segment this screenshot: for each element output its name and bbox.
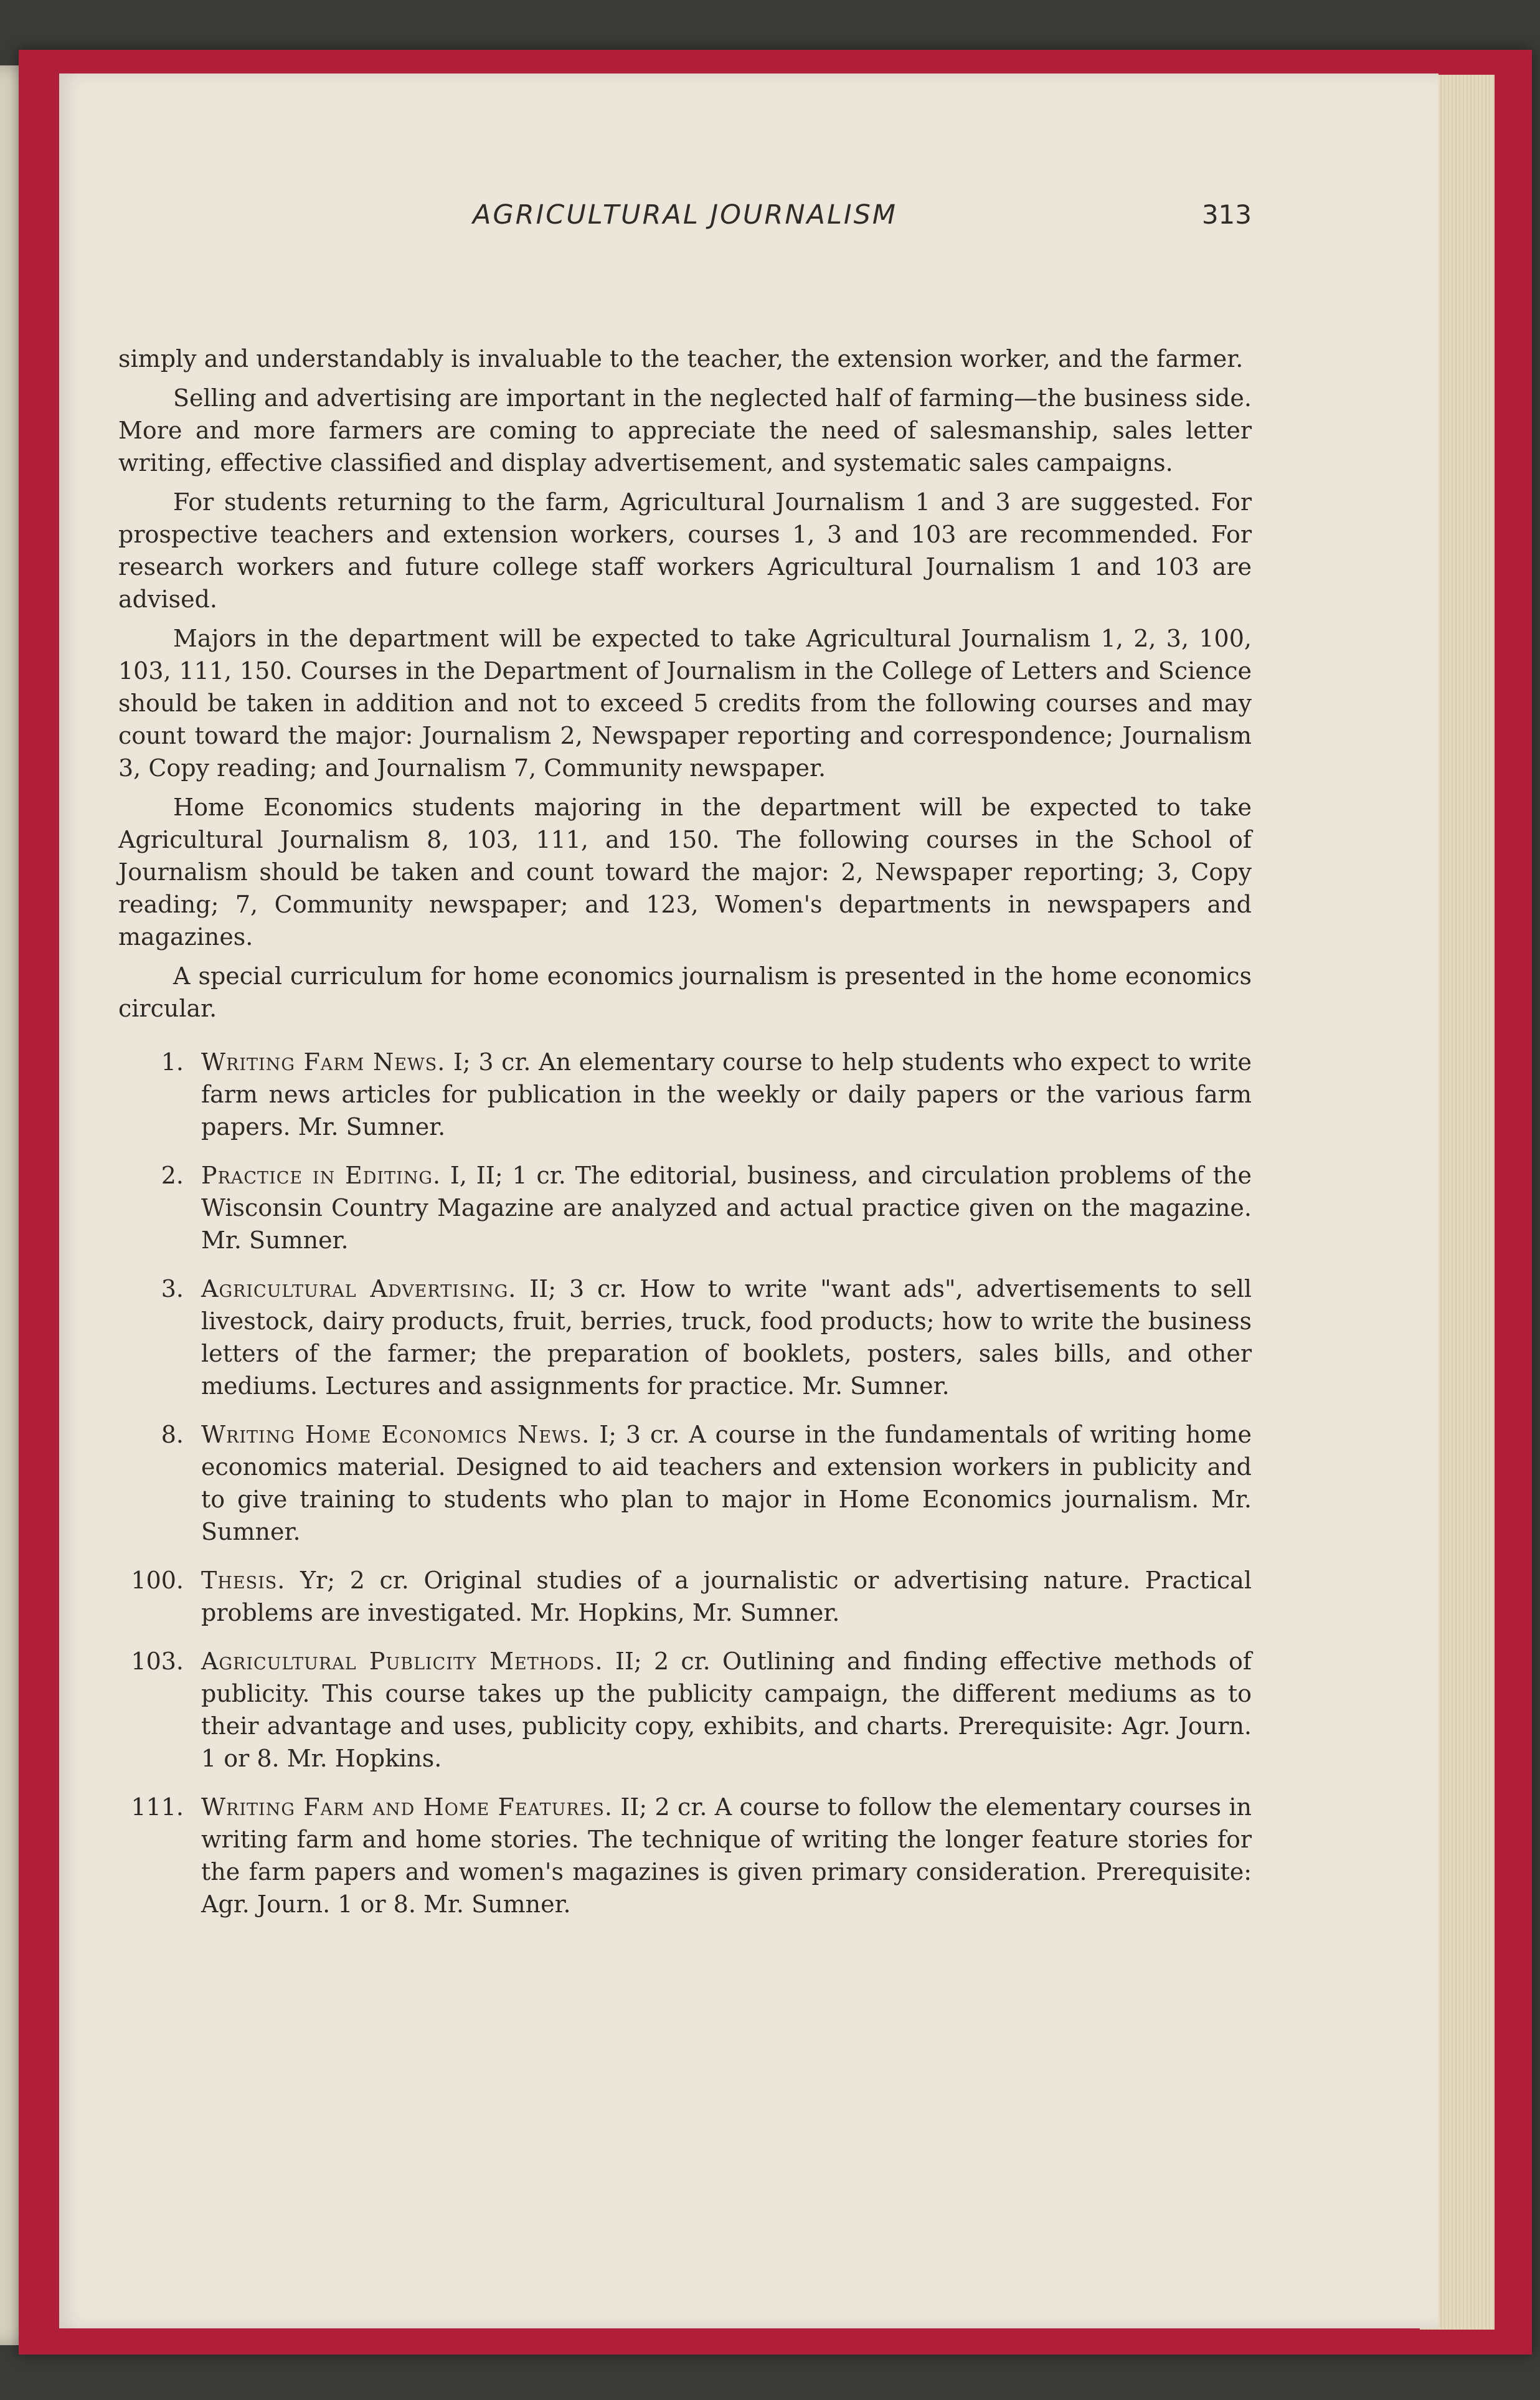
course-description: Yr; 2 cr. Original studies of a journalistic or advertising nature. Practical problems are investigated. Mr. Hopkins, Mr. Sumner. [201, 1567, 1252, 1626]
course-number: 2. [161, 1162, 184, 1189]
course-description: II; 3 cr. How to write "want ads", advertisements to sell livestock, dairy products, fruit, berries, truck, food products; how to write the business letters of the farmer; the preparation of booklets, posters, sales bills, and other mediums. Lectures and assignments for practice. Mr. Sumner. [201, 1275, 1252, 1400]
course-entry [118, 1273, 1252, 1402]
course-list [118, 1046, 1252, 1920]
course-description: II; 2 cr. Outlining and finding effective methods of publicity. This course takes up the publicity campaign, the different mediums as to their advantage and uses, publicity copy, exhibits, and charts. Prerequisite: Agr. Journ. 1 or 8. Mr. Hopkins. [201, 1648, 1252, 1772]
course-entry [118, 1418, 1252, 1548]
running-head [118, 199, 1252, 249]
course-entry [118, 1564, 1252, 1629]
course-title: Writing Home Economics News. [201, 1421, 590, 1448]
paragraph: For students returning to the farm, Agricultural Journalism 1 and 3 are suggested. For prospective teachers and extension workers, courses 1, 3 and 103 are recommended. For research workers and future college staff workers Agricultural Journalism 1 and 103 are advised. [118, 488, 1252, 613]
course-description: I; 3 cr. An elementary course to help students who expect to write farm news articles for publication in the weekly or daily papers or the various farm papers. Mr. Sumner. [201, 1048, 1252, 1141]
course-entry [118, 1046, 1252, 1143]
course-entry [118, 1791, 1252, 1920]
course-title: Agricultural Publicity Methods. [201, 1648, 603, 1675]
paragraph: Home Economics students majoring in the department will be expected to take Agricultural Journalism 8, 103, 111, and 150. The following courses in the School of Journalism should be taken and count toward the major: 2, Newspaper reporting; 3, Copy reading; 7, Community newspaper; and 123, Women's departments in newspapers and magazines. [118, 794, 1252, 951]
course-number: 8. [161, 1421, 184, 1448]
paragraph: simply and understandably is invaluable to the teacher, the extension worker, and the farmer. [118, 345, 1244, 372]
paragraph: Majors in the department will be expected to take Agricultural Journalism 1, 2, 3, 100, 103, 111, 150. Courses in the Department of Journalism in the College of Letters and Science should be taken in addition and not to exceed 5 credits from the following courses and may count toward the major: Journalism 2, Newspaper reporting and correspondence; Journalism 3, Copy reading; and Journalism 7, Community newspaper. [118, 625, 1252, 782]
course-description: I; 3 cr. A course in the fundamentals of writing home economics material. Designed to aid teachers and extension workers in publicity and to give training to students who plan to major in Home Economics journalism. Mr. Sumner. [201, 1421, 1252, 1545]
course-number: 3. [161, 1275, 184, 1302]
paragraph: A special curriculum for home economics journalism is presented in the home economics circular. [118, 962, 1252, 1022]
running-title: AGRICULTURAL JOURNALISM [473, 199, 897, 230]
body-text [118, 343, 1252, 1937]
course-description: I, II; 1 cr. The editorial, business, and circulation problems of the Wisconsin Country Magazine are analyzed and actual practice given on the magazine. Mr. Sumner. [201, 1162, 1252, 1254]
course-number: 100. [131, 1567, 184, 1594]
page-number: 313 [1201, 199, 1252, 230]
course-title: Agricultural Advertising. [201, 1275, 517, 1302]
course-title: Writing Farm News. [201, 1048, 446, 1076]
course-title: Thesis. [201, 1567, 286, 1594]
course-description: II; 2 cr. A course to follow the elementary courses in writing farm and home stories. The technique of writing the longer feature stories for the farm papers and women's magazines is given primary consideration. Prerequisite: Agr. Journ. 1 or 8. Mr. Sumner. [201, 1793, 1252, 1918]
course-number: 103. [131, 1648, 184, 1675]
course-entry [118, 1645, 1252, 1775]
paragraph: Selling and advertising are important in the neglected half of farming—the business side. More and more farmers are coming to appreciate the need of salesmanship, sales letter writing, effective classified and display advertisement, and systematic sales campaigns. [118, 384, 1252, 477]
course-title: Practice in Editing. [201, 1162, 442, 1189]
course-number: 1. [161, 1048, 184, 1076]
course-entry [118, 1159, 1252, 1256]
course-title: Writing Farm and Home Features. [201, 1793, 613, 1821]
course-number: 111. [131, 1793, 184, 1821]
